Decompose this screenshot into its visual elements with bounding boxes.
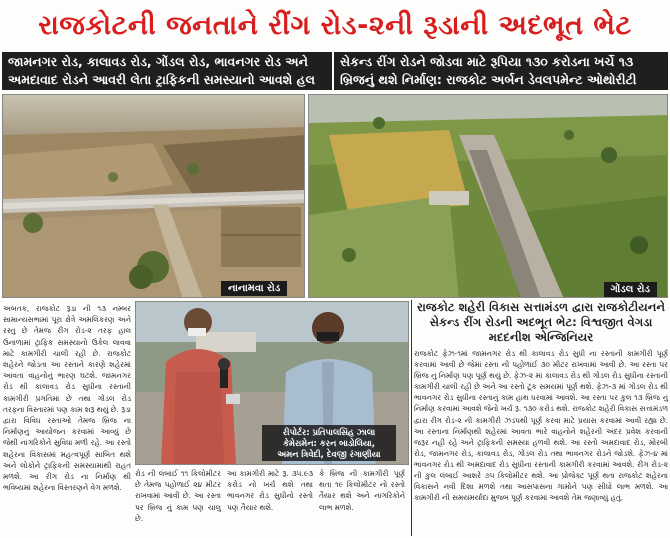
headline: રાજકોટની જનતાને રીંગ રોડ-૨ની રૂડાની અદભૂત ભેટ (38, 10, 632, 41)
article-bottom-columns (135, 468, 405, 536)
subheadline-right-line2: બ્રિજનું થશે નિર્માણ: રાજકોટ અર્બન ડેવલપમેન્ટ ઓથોરીટી (340, 72, 637, 87)
reporter-credit-line1: રીપોર્ટર: પ્રતિપાલસિંહ ઝાલા (282, 427, 376, 437)
subheadline-left (2, 52, 332, 90)
aerial-photo-nanamava-road (2, 94, 305, 298)
subheadline-left-line2: અમદાવાદ રોડને આવરી લેતા ટ્રાફિકની સમસ્યાનો આવશે હલ (8, 72, 315, 87)
reporter-credit-line3: અમન ત્રિવેદી, દેવજી રંગાણીયા (277, 449, 381, 459)
right-story-headline: રાજકોટ શહેરી વિકાસ સત્તામંડળ દ્વારા રાજકોટીયનને સેકન્ડ રીંગ રોડની અદભૂત ભેટ: વિશ્વજીત વેગડા મદદનીશ એન્જિનિયર (416, 300, 666, 344)
subheadline-right-line1: સેકન્ડ રીંગ રોડને જોડવા માટે રૂપિયા ૧૩૦ કરોડના ખર્ચે ૧૩ (340, 54, 634, 69)
article-column-bottom-c: કે બ્રિજ ની કામગીરી પૂર્ણ થતા ૧૯ કિલોમીટર નો રસ્તો તૈયાર થશે અને નાગરિકોને લાભ મળશે. (319, 469, 405, 512)
column-divider (411, 300, 412, 536)
subheadline-left-line1: જામનગર રોડ, કાલાવડ રોડ, ગોંડલ રોડ, ભાવનગર રોડ અને (8, 54, 308, 69)
article-column-bottom-b: આ કામગીરી માટે રૂ. ૩૫.૯૩ કરોડ નો ખર્ચ થશે તથા ભાવનગર રોડ સુધીનો રસ્તો પણ તૈયાર થશે. (227, 469, 313, 512)
aerial-photo-gondal-road (308, 94, 668, 298)
photo-caption-gondal-road: ગોંડલ રોડ (604, 282, 658, 297)
article-column-bottom-a: રોડ ની લંબાઈ ૧૧ કિલોમીટર છે તેમજ પહોળાઈ ૨૪ મીટર રાખવામાં આવી છે. આ રસ્તા પર બ્રિજ નું કામ પણ ચાલુ છે. (135, 469, 221, 523)
subheadline-right (334, 52, 668, 90)
reporter-credit-line2: કેમેરામેન: કરન બાડોલિયા, (283, 438, 375, 448)
right-story-body: રાજકોટ ફેઝ-૧માં જામનગર રોડ થી કાલાવડ રોડ સુધી ના રસ્તાની કામગીરી પૂર્ણ કરવામાં આવી છે જેમાં રસ્તા ની પહોળાઈ ૩૦ મીટર રાખવામાં આવી છે. આ રસ્તા પર બ્રિજ નું નિર્માણ પણ પૂર્ણ થયું છે. ફેઝ-૨ માં કાલાવડ રોડ થી ગોંડલ રોડ સુધીના રસ્તાની કામગીરી ચાલી રહી છે અને આ રસ્તો ટૂંક સમયમાં પૂર્ણ થશે. ફેઝ-૩ માં ગોંડલ રોડ થી ભાવનગર રોડ સુધીના રસ્તાનું કામ હાથ ધરવામાં આવશે. આ રસ્તા પર કુલ ૧૩ બ્રિજ નું નિર્માણ કરવામાં આવશે જેનો ખર્ચ રૂ. ૧૩૦ કરોડ થશે. રાજકોટ શહેરી વિકાસ સત્તામંડળ દ્વારા રીંગ રોડ-૨ ની કામગીરી ઝડપથી પૂર્ણ કરવા માટે પ્રયાસ કરવામાં આવી રહ્યા છે. આ રસ્તાના નિર્માણથી શહેરમાં આવતા ભારે વાહનોને શહેરની અંદર પ્રવેશ કરવાની જરૂર નહી રહે અને ટ્રાફિકની સમસ્યા હળવી થશે. આ રસ્તો અમદાવાદ રોડ, મોરબી રોડ, જામનગર રોડ, કાલાવડ રોડ, ગોંડલ રોડ તથા ભાવનગર રોડને જોડશે. ફેઝ-૪ માં ભાવનગર રોડ થી અમદાવાદ રોડ સુધીના રસ્તાની કામગીરી કરવામાં આવશે. રીંગ રોડ-૨ ની કુલ લંબાઈ આશરે ૭૫ કિલોમીટર થશે. આ પ્રોજેક્ટ પૂર્ણ થતા રાજકોટ શહેરના વિકાસને નવી દિશા મળશે તથા આસપાસના ગામોને પણ સીધો લાભ મળશે. આ કામગીરી ની સમયમર્યાદા મુજબ પૂર્ણ કરવામાં આવશે તેમ જણાવ્યું હતું. (414, 349, 668, 503)
article-column-left: અબતક, રાજકોટ રૂડા ની ૧૩ નમ્બર સામાન્યસભામાં પૂરા ક્ષેત્રે અમલિકરણ અને રસ્તુ છે તેમજ રીંગ રોડ-૨ તરફ હાલ ઉનાળામાં ટ્રાફિક સમસ્યાનો ઉકેલ લાવવા માટે કામગીરી ચાલી રહી છે. રાજકોટ શહેરને જોડતા આ રસ્તાને કારણે શહેરમાં આવતા વાહનોનું ભારણ ઘટશે. જામનગર રોડ થી કાલાવડ રોડ સુધીના રસ્તાની કામગીરી પ્રગતિમાં છે તથા ગોંડલ રોડ તરફના વિસ્તારમાં પણ કામ શરૂ થયું છે. રૂડા દ્વારા વિવિધ રસ્તાઓ તેમજ બ્રિજ ના નિર્માણનું આયોજન કરવામાં આવ્યું છે જેથી નાગરિકોને સુવિધા મળી રહે. આ રસ્તો શહેરના વિકાસમાં મહત્વપૂર્ણ સાબિત થશે અને લોકોને ટ્રાફિકની સમસ્યામાંથી રાહત મળશે. આ રીંગ રોડ ના નિર્માણ થી ભવિષ્યમાં શહેરના વિસ્તરણને વેગ મળશે. (3, 304, 131, 493)
photo-caption-nanamava-road: નાનામવા રોડ (221, 281, 287, 296)
reporter-credit-box (262, 425, 396, 461)
